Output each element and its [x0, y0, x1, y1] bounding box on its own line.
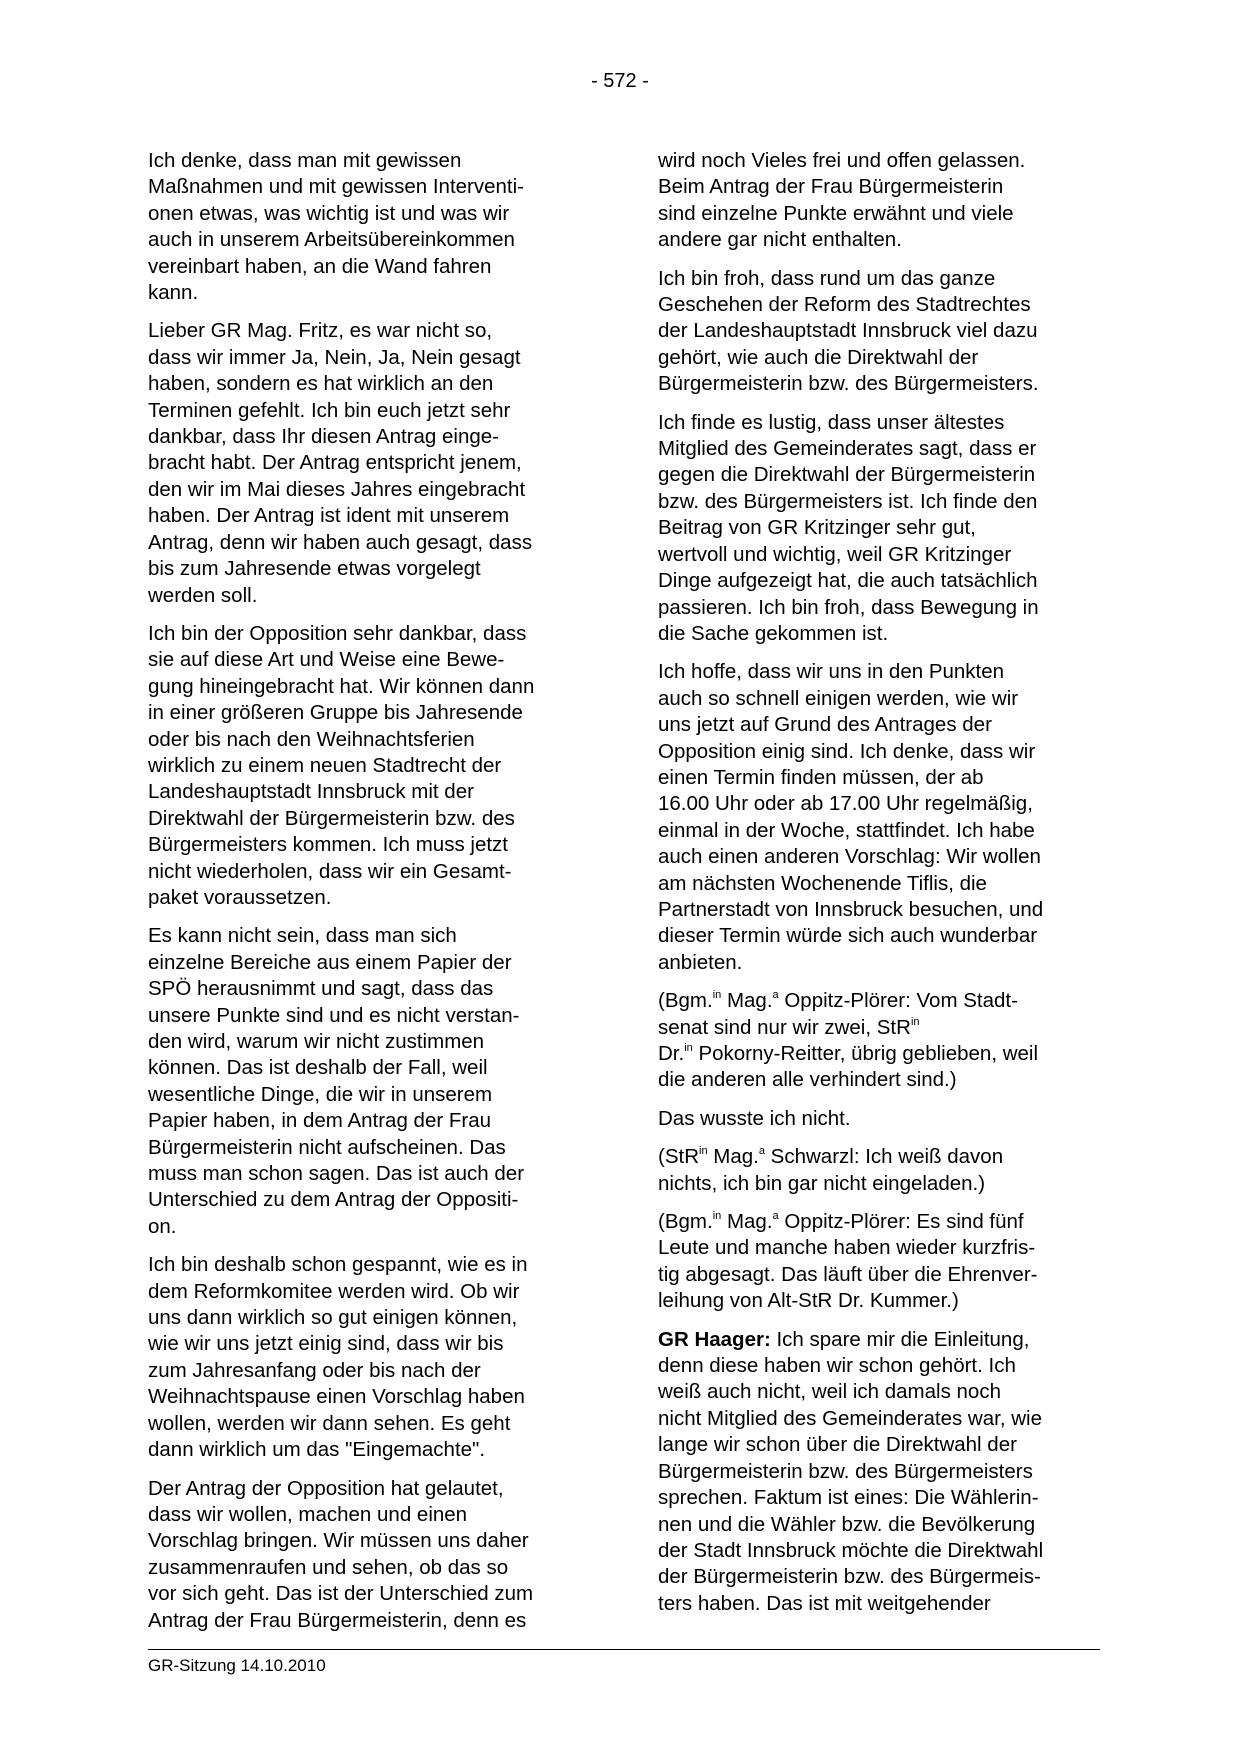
interjection-text: Mag. [707, 1145, 759, 1169]
page-number: - 572 - [591, 70, 649, 92]
paragraph: Lieber GR Mag. Fritz, es war nicht so, dass wir immer Ja, Nein, Ja, Nein gesagt haben, sondern es hat wirklich an den Terminen gefehlt. Ich bin euch jetzt sehr dankbar, dass Ihr diesen Antrag einge- bracht habt. Der Antrag entspricht jenem, den wir im Mai dieses Jahres eingebracht haben. Der Antrag ist ident mit unserem Antrag, denn wir haben auch gesagt, dass bis zum Jahresende etwas vorgelegt werden soll. [148, 319, 533, 607]
footer-divider [148, 1649, 1100, 1650]
paragraph: Ich bin deshalb schon gespannt, wie es in dem Reformkomitee werden wird. Ob wir uns dann wirklich so gut einigen können, wie wir uns jetzt einig sind, dass wir bis zum Jahresanfang oder bis nach der Weihnachtspause einen Vorschlag haben wollen, werden wir dann sehen. Es geht dann wirklich um das "Eingemachte". [148, 1253, 528, 1462]
interjection-text: Schwarzl: Ich weiß davon nichts, ich bin gar nicht eingeladen.) [658, 1145, 1004, 1195]
interjection-text: Pokorny-Reitter, übrig geblieben, weil die anderen alle verhindert sind.) [658, 1042, 1039, 1092]
interjection [658, 1209, 1103, 1315]
speaker-name: GR Haager: [658, 1327, 771, 1351]
paragraph: wird noch Vieles frei und offen gelassen. Beim Antrag der Frau Bürgermeisterin sind einzelne Punkte erwähnt und viele andere gar nicht enthalten. [658, 149, 1026, 252]
superscript: a [772, 1210, 779, 1223]
interjection [658, 1144, 1103, 1197]
speech-text: Ich spare mir die Einleitung, denn diese haben wir schon gehört. Ich weiß auch nicht, weil ich damals noch nicht Mitglied des Gemeinderates war, wie lange wir schon über die Direktwahl der Bürgermeisterin bzw. des Bürgermeisters sprechen. Faktum ist eines: Die Wählerin- nen und die Wähler bzw. die Bevölkerung der Stadt Innsbruck möchte die Direktwahl der Bürgermeisterin bzw. des Bürgermeis- ters haben. Das ist mit weitgehender [658, 1327, 1044, 1615]
interjection-text: Oppitz-Plörer: Es sind fünf Leute und manche haben wieder kurzfris- tig abgesagt. Das läuft über die Ehrenver- leihung von Alt-StR Dr. Kummer.) [658, 1210, 1038, 1313]
paragraph: Ich finde es lustig, dass unser ältestes Mitglied des Gemeinderates sagt, dass er gegen die Direktwahl der Bürgermeisterin bzw. des Bürgermeisters ist. Ich finde den Beitrag von GR Kritzinger sehr gut, wertvoll und wichtig, weil GR Kritzinger Dinge aufgezeigt hat, die auch tatsächlich passieren. Ich bin froh, dass Bewegung in die Sache gekommen ist. [658, 410, 1039, 645]
interjection-text: Oppitz-Plörer: Vom Stadt- senat sind nur wir zwei, StR [658, 989, 1018, 1039]
paragraph: Der Antrag der Opposition hat gelautet, dass wir wollen, machen und einen Vorschlag bringen. Wir müssen uns daher zusammenraufen und sehen, ob das so vor sich geht. Das ist der Unterschied zum Antrag der Frau Bürgermeisterin, denn es [148, 1476, 534, 1632]
superscript: in [712, 1210, 722, 1223]
paragraph: Ich bin der Opposition sehr dankbar, dass sie auf diese Art und Weise eine Bewe- gung hineingebracht hat. Wir können dann in einer größeren Gruppe bis Jahresende oder bis nach den Weihnachtsferien wirklich zu einem neuen Stadtrecht der Landeshauptstadt Innsbruck mit der Direktwahl der Bürgermeisterin bzw. des Bürgermeisters kommen. Ich muss jetzt nicht wiederholen, dass wir ein Gesamt- paket voraussetzen. [148, 621, 535, 909]
paragraph: Es kann nicht sein, dass man sich einzelne Bereiche aus einem Papier der SPÖ herausnimmt und sagt, dass das unsere Punkte sind und es nicht verstan- den wird, warum wir nicht zustimmen können. Das ist deshalb der Fall, weil wesentliche Dinge, die wir in unserem Papier haben, in dem Antrag der Frau Bürgermeisterin nicht aufscheinen. Das muss man schon sagen. Das ist auch der Unterschied zu dem Antrag der Oppositi- on. [148, 924, 525, 1238]
interjection-text: (Bgm. [658, 989, 713, 1013]
interjection-text: Dr. [658, 1042, 685, 1065]
superscript: a [758, 1145, 765, 1158]
left-column [148, 148, 593, 1646]
interjection-text: (StR [658, 1145, 699, 1169]
paragraph [658, 1327, 1103, 1617]
right-column [658, 148, 1103, 1629]
superscript: in [699, 1145, 708, 1158]
footer-session-date: GR-Sitzung 14.10.2010 [148, 1656, 326, 1675]
superscript: in [910, 1015, 920, 1028]
interjection-text: Mag. [721, 989, 773, 1013]
paragraph: Ich bin froh, dass rund um das ganze Geschehen der Reform des Stadtrechtes der Landeshauptstadt Innsbruck viel dazu gehört, wie auch die Direktwahl der Bürgermeisterin bzw. des Bürgermeisters. [658, 266, 1039, 396]
interjection-text: Mag. [721, 1210, 773, 1234]
interjection-text: (Bgm. [658, 1210, 713, 1234]
paragraph: Das wusste ich nicht. [658, 1106, 851, 1130]
interjection [658, 988, 1103, 1094]
superscript: in [712, 989, 722, 1002]
paragraph: Ich hoffe, dass wir uns in den Punkten auch so schnell einigen werden, wie wir uns jetzt auf Grund des Antrages der Opposition einig sind. Ich denke, dass wir einen Termin finden müssen, der ab 16.00 Uhr oder ab 17.00 Uhr regelmäßig, einmal in der Woche, stattfindet. Ich habe auch einen anderen Vorschlag: Wir wollen am nächsten Wochenende Tiflis, die Partnerstadt von Innsbruck besuchen, und dieser Termin würde sich auch wunderbar anbieten. [658, 660, 1044, 974]
paragraph: Ich denke, dass man mit gewissen Maßnahmen und mit gewissen Interventi- onen etwas, was wichtig ist und was wir auch in unserem Arbeitsübereinkommen vereinbart haben, an die Wand fahren kann. [148, 149, 525, 305]
superscript: in [684, 1042, 693, 1054]
superscript: a [772, 989, 779, 1002]
